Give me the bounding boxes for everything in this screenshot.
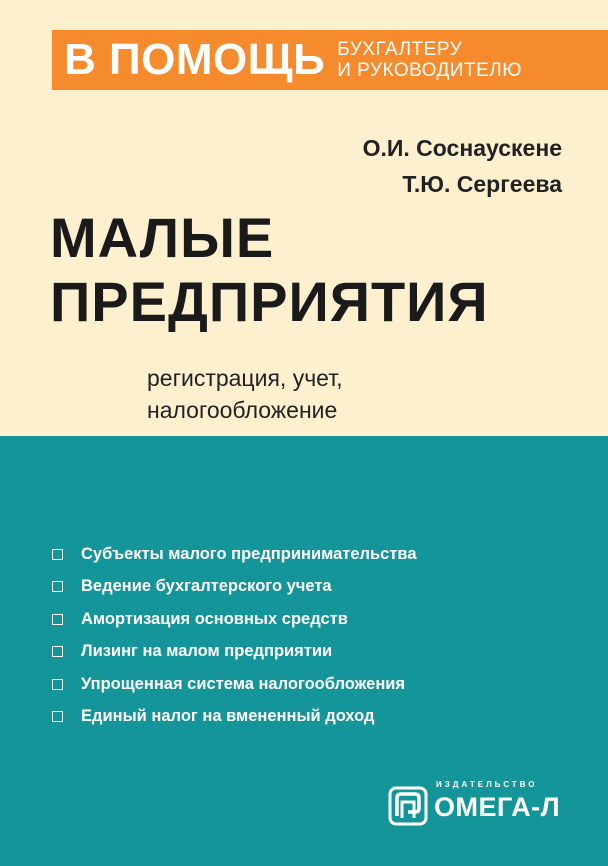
book-title-line: ПРЕДПРИЯТИЯ bbox=[50, 270, 489, 333]
checkbox-icon bbox=[52, 711, 63, 722]
checkbox-icon bbox=[52, 679, 63, 690]
publisher-name: ОМЕГА-Л bbox=[434, 792, 561, 822]
author-name: О.И. Соснаускене bbox=[362, 135, 562, 161]
feature-text: Упрощенная система налогообложения bbox=[81, 674, 406, 693]
series-subtitle bbox=[337, 39, 522, 81]
series-subtitle-line: И РУКОВОДИТЕЛЮ bbox=[337, 60, 522, 81]
publisher-logo-block bbox=[388, 780, 568, 830]
series-subtitle-line: БУХГАЛТЕРУ bbox=[337, 39, 463, 60]
checkbox-icon bbox=[52, 614, 63, 625]
book-title-line: МАЛЫЕ bbox=[50, 206, 275, 269]
list-item bbox=[52, 538, 417, 571]
book-subtitle-line: регистрация, учет, bbox=[147, 365, 343, 391]
list-item bbox=[52, 668, 417, 701]
publisher-kicker: ИЗДАТЕЛЬСТВО bbox=[436, 780, 538, 789]
feature-list bbox=[52, 538, 417, 733]
list-item bbox=[52, 636, 417, 669]
feature-text: Единый налог на вмененный доход bbox=[81, 707, 375, 726]
feature-text: Субъекты малого предпринимательства bbox=[81, 544, 417, 563]
omega-l-logo-icon bbox=[388, 786, 428, 826]
list-item bbox=[52, 571, 417, 604]
authors bbox=[363, 130, 562, 202]
book-title bbox=[50, 206, 489, 334]
list-item bbox=[52, 603, 417, 636]
series-title: В ПОМОЩЬ bbox=[64, 35, 326, 84]
list-item bbox=[52, 701, 417, 734]
book-subtitle bbox=[147, 362, 343, 426]
checkbox-icon bbox=[52, 549, 63, 560]
checkbox-icon bbox=[52, 646, 63, 657]
book-subtitle-line: налогообложение bbox=[147, 397, 338, 423]
checkbox-icon bbox=[52, 581, 63, 592]
feature-text: Амортизация основных средств bbox=[81, 609, 348, 628]
feature-text: Лизинг на малом предприятии bbox=[81, 642, 333, 661]
author-name: Т.Ю. Сергеева bbox=[402, 171, 562, 197]
feature-text: Ведение бухгалтерского учета bbox=[81, 577, 332, 596]
series-banner bbox=[52, 30, 608, 90]
